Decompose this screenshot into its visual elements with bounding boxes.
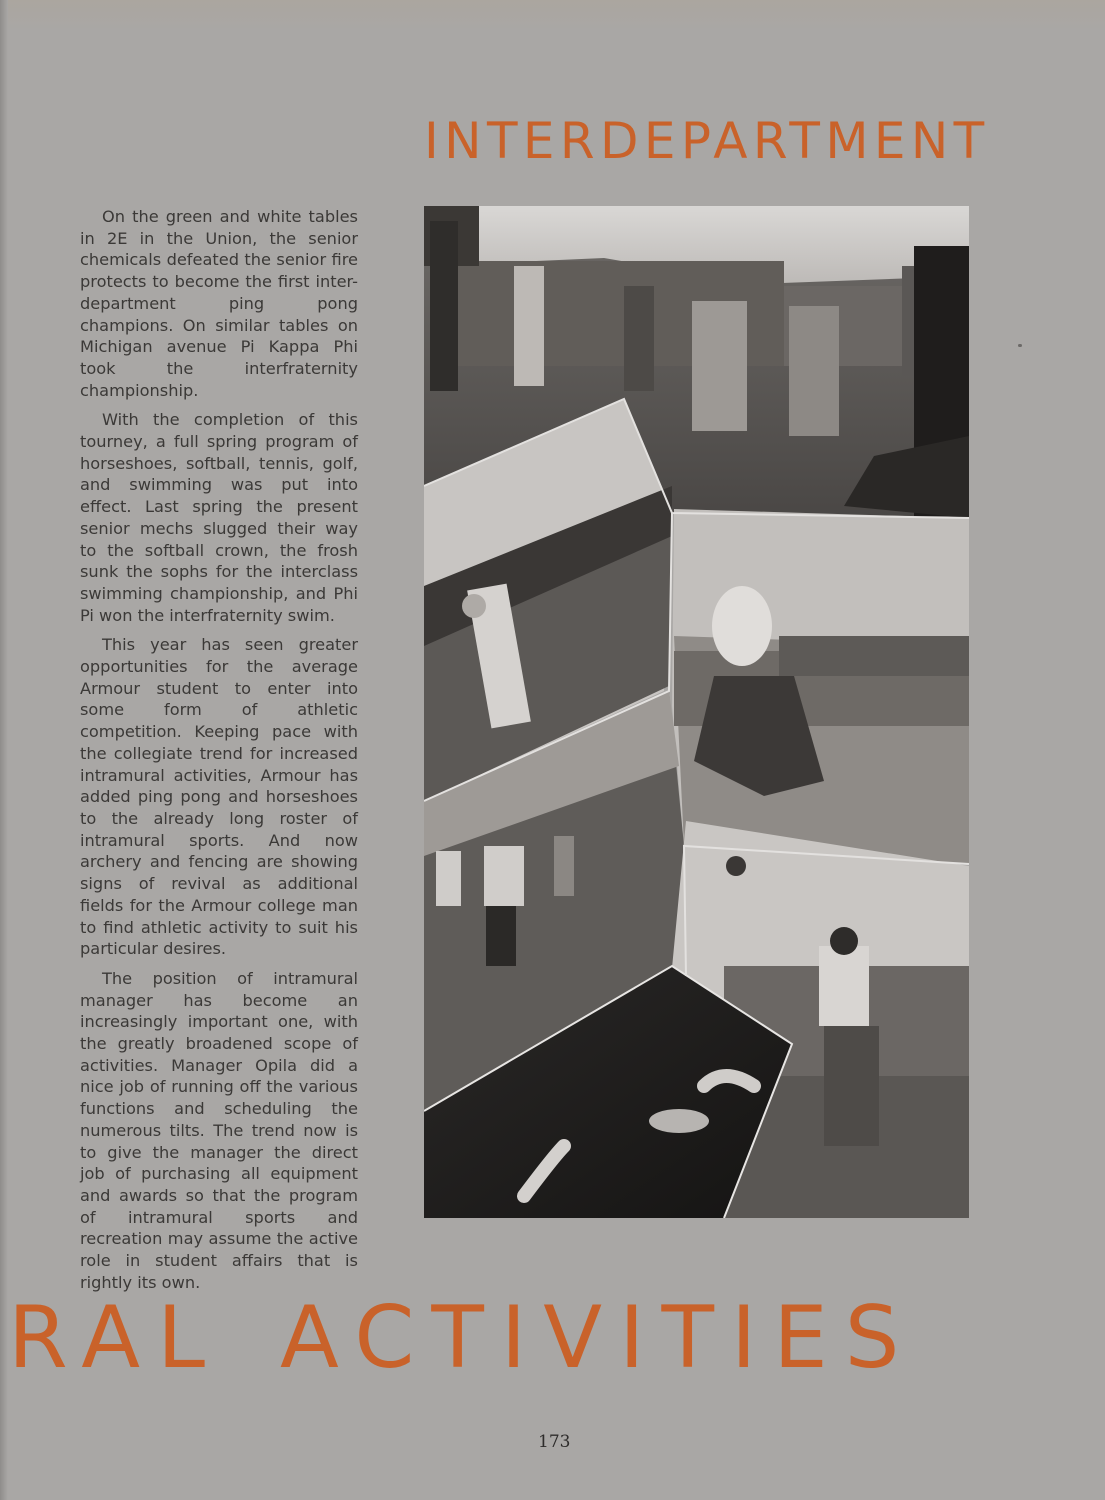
- paragraph: The position of intramural manager has become an increasingly important one, with the greatly broadened scope of activities. Manager Opila did a nice job of running off the various functions and scheduling the numerous tilts. The trend now is to give the manager the direct job of purchasing all equipment and awards so that the program of intramural sports and recreation may assume the active role in student affairs that is rightly its own.: [80, 968, 358, 1292]
- page-edge: [0, 0, 1105, 30]
- page-binding-edge: [0, 0, 8, 1500]
- paragraph: On the green and white tables in 2E in the Union, the senior chemicals defeated the senior fire protects to become the first inter-department ping pong champions. On similar tables on Michigan avenue Pi Kappa Phi took the interfraternity championship.: [80, 207, 358, 400]
- photo-collage-svg: [424, 206, 969, 1218]
- paragraph: With the completion of this tourney, a full spring program of horseshoes, softball, tennis, golf, and swimming was put into effect. Last spring the present senior mechs slugged their way to the softball crown, the frosh sunk the sophs for the interclass swimming championship, and Phi Pi won the interfraternity swim.: [80, 410, 358, 625]
- heading-bottom: [8, 1290, 978, 1386]
- scan-speck: [1018, 344, 1022, 347]
- photo-collage: [424, 206, 969, 1218]
- heading-top: INTERDEPARTMENT: [424, 112, 990, 170]
- paragraph: This year has seen greater opportunities for the average Armour student to enter into some form of athletic competition. Keeping pace with the collegiate trend for increased intramural activities, Armour has added ping pong and horseshoes to the already long roster of intramural sports. And now archery and fencing are showing signs of revival as additional fields for the Armour college man to find athletic activity to suit his particular desires.: [80, 635, 358, 959]
- photo-batter: [672, 509, 969, 864]
- article-body: [80, 206, 358, 1301]
- page-number: 173: [538, 1432, 571, 1452]
- heading-bottom-fragment: RAL: [8, 1288, 223, 1388]
- heading-bottom-word: ACTIVITIES: [280, 1288, 917, 1388]
